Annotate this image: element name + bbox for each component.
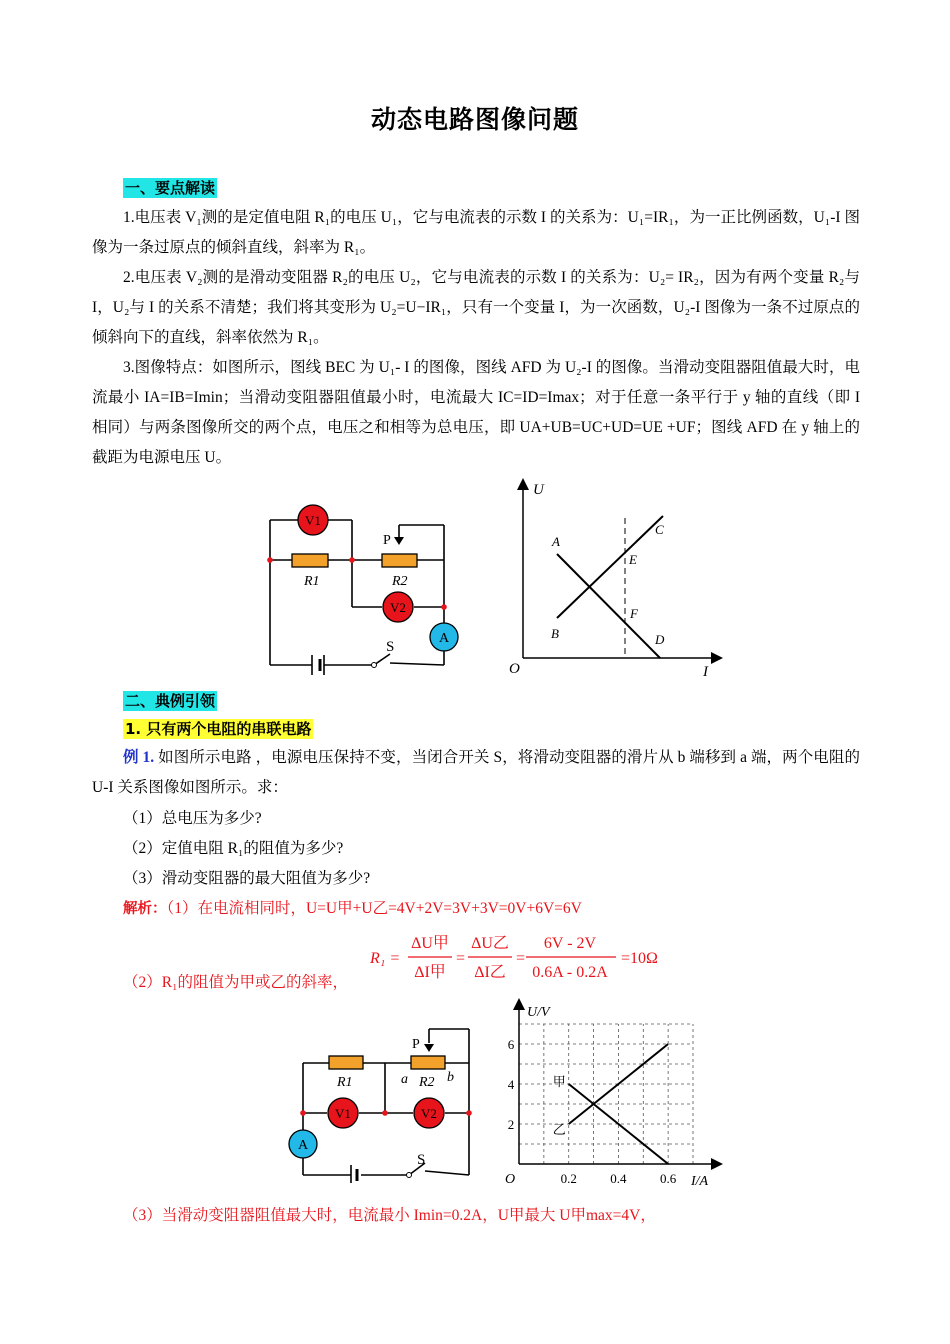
u-i-chart-2 xyxy=(495,998,725,1190)
section-heading-key-points: 一、要点解读 xyxy=(125,179,216,197)
point-b: B xyxy=(551,626,559,641)
formula-result: =10Ω xyxy=(621,950,658,967)
formula-r1 xyxy=(368,930,678,986)
origin-label: O xyxy=(509,661,520,677)
v1-label: V1 xyxy=(305,513,321,528)
r2-2-label: R2 xyxy=(419,1075,435,1090)
end-a-label: a xyxy=(401,1072,408,1087)
switch-label: S xyxy=(386,639,395,655)
formula-f2-den: ΔI乙 xyxy=(474,964,506,981)
analysis-1 xyxy=(123,898,582,920)
chart-origin: O xyxy=(505,1172,516,1187)
end-b-label: b xyxy=(447,1070,454,1085)
v2-2-label: V2 xyxy=(421,1106,437,1121)
paragraph-2: 2.电压表 V₂测的是滑动变阻器 R₂的电压 U₂，它与电流表的示数 I 的关系为：U₂= IR₂，因为有两个变量 R₂与 I，U₂与 I 的关系不清楚；我们将其变形为 U₂=U−IR₁，只有一个变量 I，为一次函数，U₂-I 图像为一条不过原点的倾斜向下的直线，斜率依然为 R₁。 xyxy=(92,269,860,346)
point-d: D xyxy=(655,632,665,647)
switch-2-label: S xyxy=(417,1152,426,1168)
question-3: （3）滑动变阻器的最大阻值为多少? xyxy=(123,870,371,887)
chart-y-tick-label: 2 xyxy=(507,1117,515,1132)
question-2: （2）定值电阻 R₁的阻值为多少? xyxy=(123,840,344,857)
formula-eq-2: = xyxy=(516,950,526,967)
circuit-diagram-1 xyxy=(262,495,472,675)
point-c: C xyxy=(655,522,664,537)
example-body: 如图所示电路 ，电源电压保持不变，当闭合开关 S，将滑动变阻器的滑片从 b 端移到 a 端，两个电阻的 U-I 关系图像如图所示。求： xyxy=(92,749,860,796)
formula-lhs: R₁ = xyxy=(370,950,401,967)
point-e: E xyxy=(629,552,637,567)
x-axis-label: I xyxy=(703,664,708,678)
chart-x-tick-label: 0.2 xyxy=(560,1171,577,1186)
v1-2-label: V1 xyxy=(335,1106,351,1121)
r2-label: R2 xyxy=(392,574,408,589)
u-i-graph-1 xyxy=(505,478,725,678)
analysis-3: （3）当滑动变阻器阻值最大时，电流最小 Imin=0.2A，U甲最大 U甲max=4V， xyxy=(123,1207,656,1224)
chart-y-label: U/V xyxy=(527,1005,550,1020)
formula-f1-num: ΔU甲 xyxy=(411,935,449,952)
resistor-r1 xyxy=(292,554,328,567)
analysis-1-text: （1）在电流相同时，U=U甲+U乙=4V+2V=3V+3V=0V+6V=6V xyxy=(166,900,582,917)
formula-eq: = xyxy=(456,950,466,967)
paragraph-3: 3.图像特点：如图所示，图线 BEC 为 U₁- I 的图像，图线 AFD 为 U₂-I 的图像。当滑动变阻器阻值最大时，电流最小 IA=IB=Imin；当滑动变阻器阻值最小时，电流最大 IC=ID=Imax；对于任意一条平行于 y 轴的直线（即 I 相同）与两条图像所交的两个点，电压之和相等为总电压，即 UA+UB=UC+UD=UE +UF；图线 AFD 在 y 轴上的截距为电源电压 U。 xyxy=(92,359,860,466)
chart-x-tick-label: 0.4 xyxy=(610,1171,627,1186)
chart-series-label: 甲 xyxy=(552,1074,566,1089)
resistor-2-r1 xyxy=(329,1056,363,1069)
formula-f2-num: ΔU乙 xyxy=(471,935,509,952)
example-1-text xyxy=(92,743,860,803)
line-bec xyxy=(557,516,663,618)
page-title: 动态电路图像问题 xyxy=(370,105,579,134)
subsection-heading: 1. 只有两个电阻的串联电路 xyxy=(125,720,312,738)
chart-x-tick-label: 0.6 xyxy=(660,1171,677,1186)
chart-series-label: 乙 xyxy=(552,1122,566,1137)
point-f: F xyxy=(630,606,638,621)
r1-2-label: R1 xyxy=(337,1075,353,1090)
resistor-2-r2 xyxy=(411,1056,445,1069)
chart-y-tick-label: 6 xyxy=(507,1037,515,1052)
slider-2-label: P xyxy=(412,1037,420,1052)
circuit-diagram-2 xyxy=(283,1023,483,1183)
ammeter-2-label: A xyxy=(297,1138,309,1153)
example-label: 例 1. xyxy=(123,749,155,766)
resistor-r2 xyxy=(382,554,417,567)
r1-label: R1 xyxy=(304,574,320,589)
formula-f1-den: ΔI甲 xyxy=(414,964,446,981)
question-1: （1）总电压为多少? xyxy=(123,810,262,827)
section-heading-examples: 二、典例引领 xyxy=(125,692,216,710)
slider-label: P xyxy=(383,533,391,548)
analysis-label: 解析： xyxy=(123,901,167,917)
chart-y-tick-label: 4 xyxy=(507,1077,515,1092)
ammeter-label: A xyxy=(438,631,450,646)
analysis-2: （2）R₁的阻值为甲或乙的斜率， xyxy=(123,974,348,991)
paragraph-1: 1.电压表 V₁测的是定值电阻 R₁的电压 U₁，它与电流表的示数 I 的关系为：U₁=IR₁，为一正比例函数，U₁-I 图像为一条过原点的倾斜直线，斜率为 R₁。 xyxy=(92,209,860,256)
formula-f3-num: 6V - 2V xyxy=(543,935,597,952)
formula-f3-den: 0.6A - 0.2A xyxy=(532,964,608,981)
point-a: A xyxy=(552,534,560,549)
y-axis-label: U xyxy=(533,482,544,498)
v2-label: V2 xyxy=(390,600,406,615)
chart-x-label: I/A xyxy=(691,1174,709,1189)
